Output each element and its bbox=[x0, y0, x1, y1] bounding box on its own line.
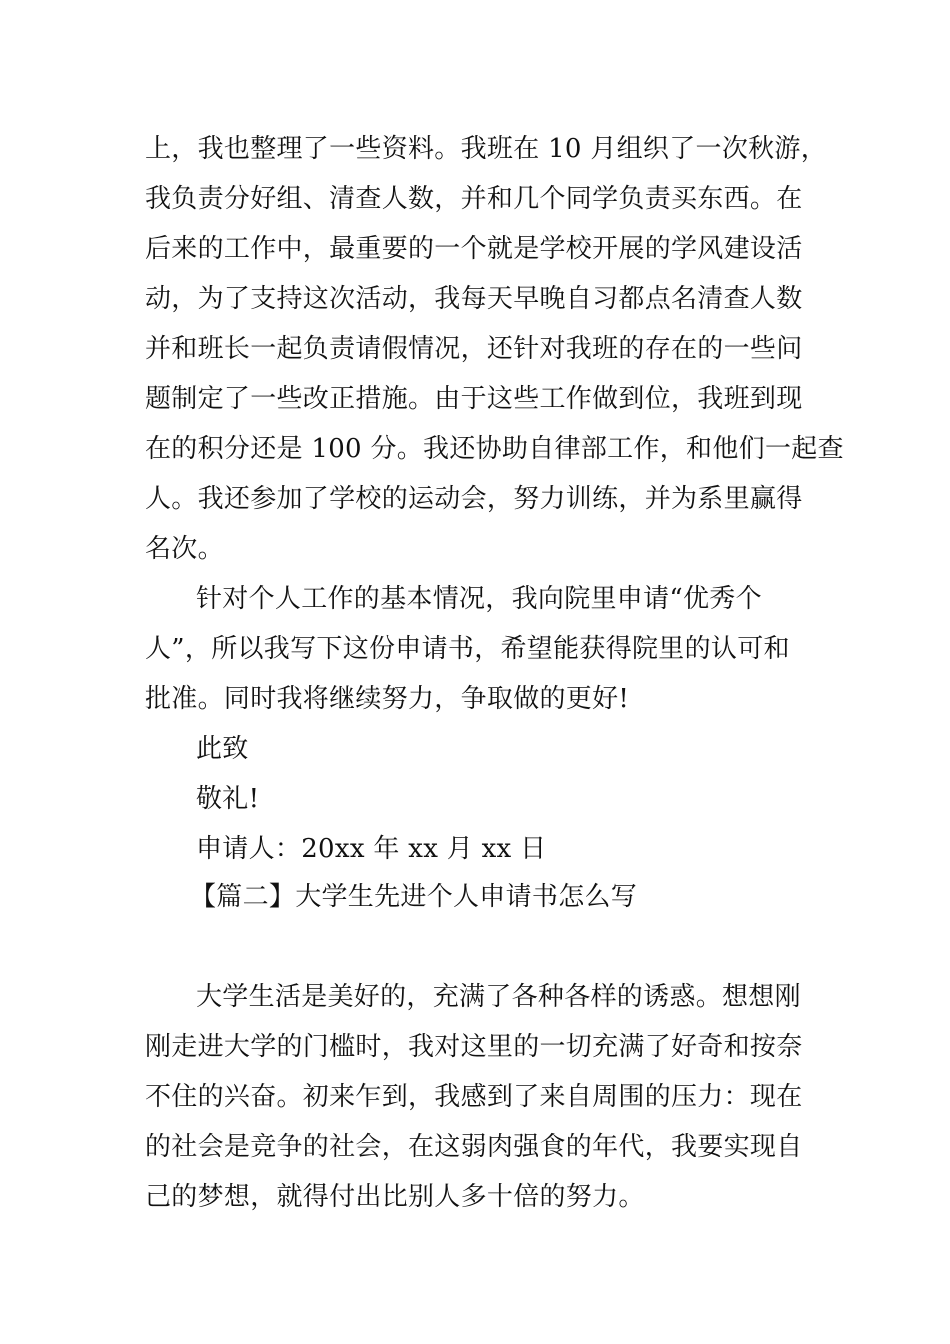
text-line-2: 我负责分好组、清查人数，并和几个同学负责买东西。在 bbox=[145, 184, 803, 214]
section-heading: 【篇二】大学生先进个人申请书怎么写 bbox=[190, 882, 638, 912]
text-line-21: 己的梦想，就得付出比别人多十倍的努力。 bbox=[145, 1182, 645, 1212]
text-line-1: 上，我也整理了一些资料。我班在 10 月组织了一次秋游， bbox=[145, 134, 828, 164]
closing-line: 敬礼! bbox=[196, 784, 260, 814]
applicant-date-line: 申请人：20xx 年 xx 月 xx 日 bbox=[196, 834, 547, 864]
text-line-5: 并和班长一起负责请假情况，还针对我班的存在的一些问 bbox=[145, 334, 803, 364]
text-line-7: 在的积分还是 100 分。我还协助自律部工作，和他们一起查 bbox=[145, 434, 844, 464]
text-line-20: 的社会是竞争的社会，在这弱肉强食的年代，我要实现自 bbox=[145, 1132, 803, 1162]
text-line-19: 不住的兴奋。初来乍到，我感到了来自周围的压力：现在 bbox=[145, 1082, 803, 1112]
salutation-line: 此致 bbox=[196, 734, 249, 764]
text-line-6: 题制定了一些改正措施。由于这些工作做到位，我班到现 bbox=[145, 384, 803, 414]
text-line-3: 后来的工作中，最重要的一个就是学校开展的学风建设活 bbox=[145, 234, 803, 264]
text-line-10: 针对个人工作的基本情况，我向院里申请“优秀个 bbox=[196, 584, 762, 614]
text-line-9: 名次。 bbox=[145, 534, 224, 564]
text-line-12: 批准。同时我将继续努力，争取做的更好! bbox=[145, 684, 630, 714]
text-line-18: 刚走进大学的门槛时，我对这里的一切充满了好奇和按奈 bbox=[145, 1032, 803, 1062]
text-line-11: 人”，所以我写下这份申请书，希望能获得院里的认可和 bbox=[145, 634, 790, 664]
text-line-4: 动，为了支持这次活动，我每天早晚自习都点名清查人数 bbox=[145, 284, 803, 314]
text-line-8: 人。我还参加了学校的运动会，努力训练，并为系里赢得 bbox=[145, 484, 803, 514]
text-line-17: 大学生活是美好的，充满了各种各样的诱惑。想想刚 bbox=[196, 982, 801, 1012]
